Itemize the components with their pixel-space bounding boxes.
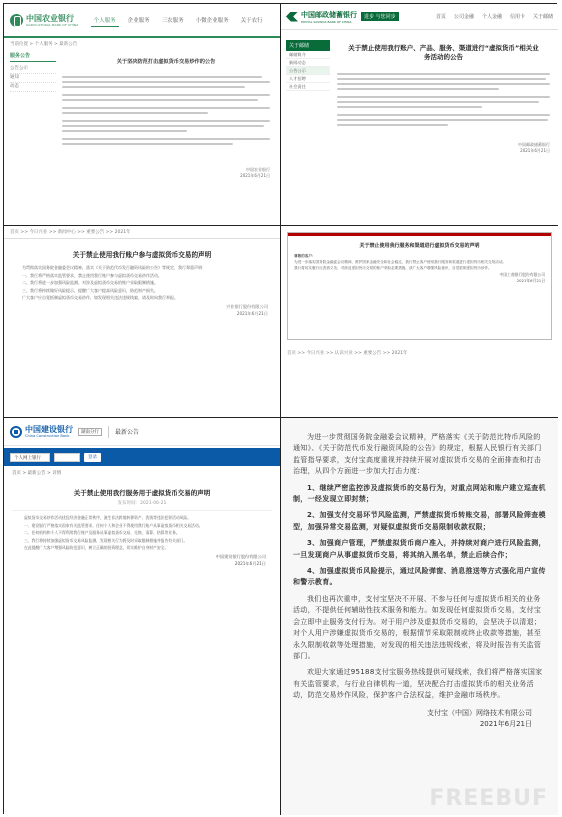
- ccb-region-select[interactable]: 湖南分行: [78, 428, 102, 436]
- p3-body: [4, 265, 280, 301]
- p4-sig-org: 中国工商银行股份有限公司: [499, 272, 545, 277]
- abc-sig-org: 中国农业银行: [246, 167, 270, 172]
- ccb-paragraph: 一、建设银行严格落实国家有关监管要求，任何个人和企业不得使用我行账户从事虚拟货币相关交易活动。: [24, 522, 203, 528]
- alipay-measure-item: 1、继续严密监控涉及虚拟货币的交易行为，对重点网站和账户建立巡查机制，一经发现立即封禁；: [293, 483, 546, 504]
- abc-nav: [91, 14, 266, 27]
- p3-paragraph: 为贯彻落实国务院金融委会议精神，落实《关于防范代币发行融资风险的公告》等规定，我行郑重声明：: [22, 265, 206, 270]
- p3-paragraph: 二、我行将进一步加强风险监测，对涉及虚拟货币交易的账户采取限制措施。: [22, 280, 158, 286]
- alipay-measure-item: 2、加强支付交易环节风险监测，严禁虚拟货币转账交易，部署风险筛查模型，加强异常交易监测，对疑似虚拟货币交易限制收款权限；: [293, 511, 546, 531]
- ccb-header: [4, 418, 280, 446]
- abc-nav-item[interactable]: 企业服务: [127, 17, 150, 24]
- icbc-statement-panel: [281, 226, 558, 418]
- ccb-sig-org: 中国建设银行股份有限公司: [215, 553, 266, 559]
- psbc-nav-item[interactable]: 首页: [435, 14, 446, 20]
- psbc-nav: [436, 13, 553, 20]
- p4-title: 关于禁止使用我行服务和渠道进行虚拟货币交易的声明: [359, 243, 480, 249]
- abc-brand-en: AGRICULTURAL BANK OF CHINA: [26, 22, 79, 27]
- p4-paragraph: 为进一步落实国务院金融委会议精神，维护国家金融安全和社会稳定，我行禁止客户使用我行服务和渠道进行虚拟货币相关交易活动。: [294, 260, 507, 264]
- ccb-brand-cn: 中国建设银行: [25, 425, 73, 434]
- psbc-logo[interactable]: [301, 10, 357, 24]
- ccb-login-bar: [4, 448, 280, 466]
- ccb-article-date: 发布时间：2021-06-21: [12, 500, 272, 511]
- ccb-paragraph: 在此提醒广大客户增强风险防范意识，树立正确的投资理念，切实维护自身财产安全。: [24, 545, 169, 551]
- p3-breadcrumb[interactable]: 首页 >> 今日兴业 >> 新闻中心 >> 重要公告 >> 2021年: [4, 226, 280, 239]
- psbc-article: [337, 40, 550, 219]
- p4-signature: [294, 272, 545, 283]
- ccb-signature: [4, 553, 280, 567]
- psbc-sidebar-item[interactable]: 人才招聘: [286, 75, 330, 83]
- psbc-brand-en: POSTAL SAVINGS BANK OF CHINA: [301, 19, 352, 24]
- psbc-signature: [337, 142, 550, 154]
- alipay-paragraph: 欢迎大家通过95188支付宝服务热线提供可疑线索，我们将严格落实国家有关监管要求，与行业自律机构一道，坚决配合打击虚拟货币的相关业务活动，防范交易炒作风险，保护客户合法权益，维护金融市场秩序。: [293, 668, 543, 700]
- psbc-sidebar-title: 关于邮储: [286, 40, 330, 51]
- ccb-brand-en: China Construction Bank: [25, 434, 70, 438]
- abc-sidebar-item[interactable]: 通知: [10, 74, 56, 83]
- p4-breadcrumb[interactable]: 首页 >> 今日兴业 >> 认识兴业 >> 重要公告 >> 2021年: [287, 351, 408, 356]
- psbc-nav-item[interactable]: 关于邮储: [532, 14, 553, 20]
- abc-sidebar-item[interactable]: 动态: [10, 83, 56, 92]
- abc-signature: [62, 167, 270, 179]
- psbc-sidebar-item[interactable]: 公告公示: [286, 67, 330, 75]
- abc-notice-panel: [4, 4, 281, 226]
- psbc-sig-date: 2021年6月21日: [520, 148, 550, 153]
- p3-paragraph: 广大客户应自觉抵制虚拟货币交易炒作，如发现相关违法违规线索，请及时向我行举报。: [22, 295, 178, 301]
- alipay-measure-item: 3、加强商户管理，严禁虚拟货币商户准入，并持续对商户进行风险监测，一旦发现商户从事虚拟货币交易，将其纳入黑名单，禁止后续合作；: [293, 539, 546, 559]
- p4-document-box: [287, 232, 552, 340]
- ccb-paragraph: 三、我行将持续加强虚拟货币交易风险监测，发现相关行为将及时采取限制措施并报告有关部门。: [24, 537, 188, 543]
- abc-sidebar: [10, 52, 56, 92]
- alipay-sig-org: 支付宝（中国）网络技术有限公司: [427, 708, 532, 717]
- psbc-sidebar-item[interactable]: 邮储简介: [286, 51, 330, 59]
- psbc-article-body: [337, 73, 550, 126]
- alipay-paragraph: 我们也再次重申，支付宝坚决不开展、不参与任何与虚拟货币相关的业务活动，不提供任何辅助性技术服务和能力。如发现任何虚拟货币交易，支付宝会立即中止服务支付行为。对于用户涉及虚拟货币交易的，会坚决予以清退；对个人用户涉嫌虚拟货币交易的，根据情节采取限制或终止收款等措施，甚至永久限制收款等处理措施，对发现的相关违法违规线索，将及时报告有关监管部门。: [293, 594, 542, 660]
- ccb-paragraph: 虚拟货币交易炒作活动扰乱经济金融正常秩序，滋生非法跨境转移资产、洗钱等违法犯罪活动风险。: [24, 515, 192, 520]
- ccb-login-button[interactable]: 登录: [84, 453, 101, 462]
- psbc-nav-item[interactable]: 公司金融: [453, 14, 474, 20]
- abc-nav-item[interactable]: 个人服务: [91, 14, 119, 27]
- p3-paragraph: 一、我行将严格落实监管要求，禁止使用我行账户参与虚拟货币交易炒作活动。: [22, 272, 162, 278]
- industrial-bank-statement-panel: [4, 226, 281, 418]
- ccb-notice-panel: [4, 418, 281, 815]
- psbc-header: [281, 4, 558, 30]
- screenshot-grid: [3, 3, 557, 814]
- psbc-article-title: 关于禁止使用我行账户、产品、服务、渠道进行“虚拟货币”相关业务活动的公告: [348, 44, 539, 61]
- ccb-logo[interactable]: [25, 425, 73, 438]
- psbc-sidebar: [286, 40, 330, 91]
- alipay-paragraph: 为进一步贯彻国务院金融委会议精神，严格落实《关于防范比特币风险的通知》、《关于防范代币发行融资风险的公告》的规定，根据人民银行有关部门监管指导要求，支付宝高度重视并持续开展对虚拟货币交易的全面排查和打击治理，从四个方面进一步加大打击力度：: [293, 433, 542, 476]
- alipay-measure-item: 4、加强虚拟货币风险提示，通过风险弹窗、消息推送等方式强化用户宣传和警示教育。: [293, 567, 546, 587]
- p4-paragraph: 我行将切实履行反洗钱义务，对涉及虚拟货币交易的账户采取必要措施，请广大客户增强风险意识，自觉抵制虚拟货币炒作。: [294, 266, 492, 270]
- ccb-login-type-select[interactable]: 个人网上银行: [10, 453, 50, 462]
- psbc-nav-item[interactable]: 信用卡: [509, 14, 525, 20]
- abc-nav-item[interactable]: 关于农行: [240, 17, 263, 24]
- p4-sig-date: 2021年6月21日: [516, 277, 545, 283]
- ccb-paragraph: 二、任何机构和个人不得利用我行账户及服务从事虚拟货币交易、兑换、清算、结算等业务。: [24, 530, 180, 536]
- psbc-sidebar-item[interactable]: 新闻动态: [286, 59, 330, 67]
- alipay-notice-body: [281, 418, 558, 702]
- p4-paragraph: 尊敬的客户：: [294, 254, 316, 258]
- ccb-header-title: 最新公告: [115, 429, 140, 436]
- abc-logo-icon: [10, 14, 23, 27]
- psbc-nav-item[interactable]: 个人金融: [481, 14, 502, 20]
- abc-breadcrumb: 当前位置 > 个人服务 > 最新公告: [10, 42, 78, 47]
- p3-signature: [4, 303, 280, 317]
- p3-paragraph: 三、我行将持续做好风险提示，提醒广大客户提高风险意识，防范财产损失。: [22, 287, 158, 293]
- freebuf-watermark: FREEBUF: [429, 786, 548, 811]
- ccb-breadcrumb[interactable]: 首页 > 最新公告 > 详情: [12, 471, 62, 476]
- ccb-header-divider: [108, 426, 109, 438]
- abc-nav-item[interactable]: 三农服务: [161, 17, 184, 24]
- alipay-notice-panel: [281, 418, 558, 815]
- ccb-login-input[interactable]: [54, 453, 80, 462]
- abc-header: [4, 4, 280, 38]
- p3-sig-date: 2021年6月21日: [236, 310, 268, 316]
- abc-sidebar-item[interactable]: 公告公示: [10, 65, 56, 74]
- psbc-slogan: 进步 与您同步: [361, 12, 399, 21]
- abc-brand-cn: 中国农业银行: [26, 13, 74, 23]
- abc-sidebar-title: 服务公告: [10, 52, 56, 62]
- abc-article: [62, 52, 270, 217]
- alipay-sig-date: 2021年6月21日: [479, 719, 532, 728]
- p3-title: 关于禁止使用我行账户参与虚拟货币交易的声明: [72, 251, 212, 259]
- psbc-notice-panel: [281, 4, 558, 226]
- psbc-sig-org: 中国邮政储蓄银行: [518, 142, 550, 147]
- ccb-article-body: [4, 515, 280, 551]
- p4-top-bar: [288, 233, 551, 236]
- psbc-logo-icon: [286, 12, 298, 22]
- psbc-brand-cn: 中国邮政储蓄银行: [301, 10, 357, 19]
- abc-article-title: 关于坚决防范打击虚拟货币交易炒作的公告: [116, 59, 216, 65]
- abc-logo[interactable]: [10, 14, 79, 27]
- p3-sig-org: 兴业银行股份有限公司: [226, 303, 268, 309]
- abc-article-body: [62, 76, 270, 145]
- abc-sig-date: 2021年6月21日: [240, 173, 270, 178]
- abc-nav-item[interactable]: 小微企业服务: [195, 17, 229, 24]
- psbc-sidebar-item[interactable]: 社会责任: [286, 83, 330, 91]
- ccb-article-title: 关于禁止使用我行服务用于虚拟货币交易的声明: [73, 489, 211, 497]
- ccb-logo-icon: [10, 426, 22, 438]
- alipay-signature: [281, 708, 558, 730]
- ccb-sig-date: 2021年6月21日: [234, 560, 266, 566]
